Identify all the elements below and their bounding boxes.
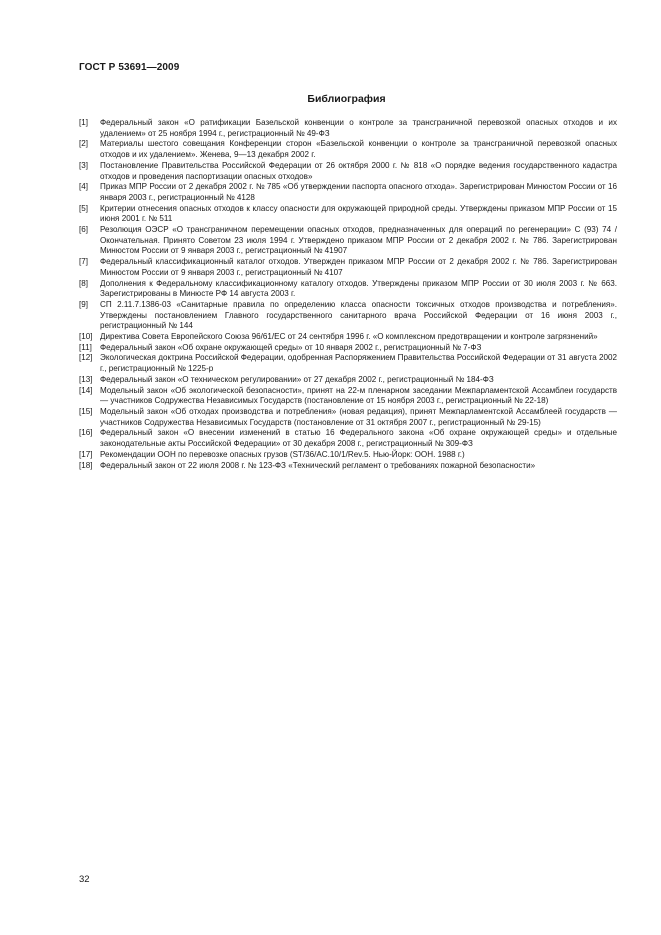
entry-number: [2] [79, 139, 88, 149]
bibliography-entry [79, 279, 617, 300]
entry-number: [12] [79, 353, 93, 363]
entry-text: Материалы шестого совещания Конференции сторон «Базельской конвенции о контроле за трансграничной перевозкой опасных отходов и их удалением». Женева, 9—13 декабря 2002 г. [100, 139, 617, 160]
entry-text: Федеральный закон от 22 июля 2008 г. № 123-ФЗ «Технический регламент о требованиях пожарной безопасности» [100, 460, 536, 470]
entry-text: Критерии отнесения опасных отходов к классу опасности для окружающей природной среды. Утверждены приказом МПР России от 15 июня 2001 г. № 511 [100, 203, 617, 224]
bibliography-entry [79, 450, 617, 461]
bibliography-entry [79, 161, 617, 182]
entry-text: Модельный закон «Об экологической безопасности», принят на 22-м пленарном заседании Межпарламентской Ассамблеи государств — участников Содружества Независимых Государств (постановление от 15 ноября 2003 г., регистрационный № 22-18) [100, 385, 617, 406]
entry-text: Постановление Правительства Российской Федерации от 26 октября 2000 г. № 818 «О порядке ведения государственного кадастра отходов и проведения паспортизации опасных отходов» [100, 160, 617, 181]
entry-number: [14] [79, 385, 93, 395]
bibliography-entry [79, 332, 617, 343]
document-header: ГОСТ Р 53691—2009 [79, 62, 180, 73]
entry-text: Директива Совета Европейского Союза 96/61/EC от 24 сентября 1996 г. «О комплексном предотвращении и контроле загрязнений» [100, 332, 598, 342]
entry-number: [3] [79, 160, 88, 170]
bibliography-list [79, 118, 617, 471]
bibliography-entry [79, 204, 617, 225]
bibliography-entry [79, 182, 617, 203]
entry-text: Дополнения к Федеральному классификационному каталогу отходов. Утверждены приказом МПР России от 30 июля 2003 г. № 663. Зарегистрированы в Минюсте РФ 14 августа 2003 г. [100, 278, 617, 299]
entry-text: Федеральный классификационный каталог отходов. Утвержден приказом МПР России от 2 декабря 2002 г. № 786. Зарегистрирован Минюстом России от 9 января 2003 г., регистрационный № 4107 [100, 257, 617, 277]
entry-number: [6] [79, 225, 88, 235]
entry-number: [7] [79, 257, 88, 267]
bibliography-entry [79, 353, 617, 374]
bibliography-entry [79, 461, 617, 472]
entry-number: [18] [79, 460, 93, 470]
page-number: 32 [79, 874, 90, 885]
bibliography-entry [79, 225, 617, 257]
bibliography-entry [79, 375, 617, 386]
bibliography-entry [79, 386, 617, 407]
bibliography-entry [79, 300, 617, 332]
entry-number: [13] [79, 374, 93, 384]
entry-number: [1] [79, 118, 88, 127]
bibliography-entry [79, 118, 617, 139]
bibliography-entry [79, 139, 617, 160]
entry-number: [11] [79, 342, 92, 352]
entry-number: [9] [79, 299, 88, 309]
entry-text: Модельный закон «Об отходах производства и потребления» (новая редакция), принят Межпарламентской Ассамблеей государств — участников Содружества Независимых Государств (постановление от 31 октября 2007 г., регистрационный № 29-15) [100, 406, 617, 427]
entry-text: Рекомендации ООН по перевозке опасных грузов (ST/36/AC.10/1/Rev.5. Нью-Йорк: ООН. 1988 г.) [100, 449, 465, 459]
entry-number: [10] [79, 332, 93, 342]
entry-number: [16] [79, 428, 93, 438]
entry-number: [17] [79, 449, 93, 459]
entry-text: Приказ МПР России от 2 декабря 2002 г. № 785 «Об утверждении паспорта опасного отхода». Зарегистрирован Минюстом России от 16 января 2003 г., регистрационный № 4128 [100, 182, 617, 202]
entry-text: Федеральный закон «О техническом регулировании» от 27 декабря 2002 г., регистрационный № 184-ФЗ [100, 374, 494, 384]
entry-text: Резолюция ОЭСР «О трансграничном перемещении опасных отходов, предназначенных для операций по регенерации» C (93) 74 / Окончательная. Принято Советом 23 июля 1994 г. Утверждено приказом МПР России от 2 декабря 2002 г. № 786. Зарегистрирован Минюстом России от 9 января 2003 г., регистрационный № 41907 [100, 225, 617, 256]
entry-number: [4] [79, 182, 88, 192]
entry-text: Федеральный закон «О внесении изменений в статью 16 Федерального закона «Об охране окружающей среды» и отдельные законодательные акты Российской Федерации» от 30 декабря 2008 г., регистрационный № 309-ФЗ [100, 428, 617, 449]
entry-number: [15] [79, 406, 93, 416]
bibliography-entry [79, 428, 617, 449]
bibliography-entry [79, 343, 617, 354]
entry-text: СП 2.11.7.1386-03 «Санитарные правила по определению класса опасности токсичных отходов производства и потребления». Утверждены постановлением Главного государственного санитарного врача Российской Федерации от 16 июня 2003 г., регистрационный № 144 [100, 299, 617, 331]
entry-text: Экологическая доктрина Российской Федерации, одобренная Распоряжением Правительства Российской Федерации от 31 августа 2002 г., регистрационный № 1225-р [100, 353, 617, 374]
entry-text: Федеральный закон «О ратификации Базельской конвенции о контроле за трансграничной перевозкой опасных отходов и их удалением» от 25 ноября 1994 г., регистрационный № 49-ФЗ [100, 118, 617, 138]
page-title: Библиография [307, 93, 386, 105]
bibliography-entry [79, 257, 617, 278]
bibliography-entry [79, 407, 617, 428]
entry-number: [5] [79, 203, 88, 213]
entry-text: Федеральный закон «Об охране окружающей среды» от 10 января 2002 г., регистрационный № 7-ФЗ [100, 342, 482, 352]
entry-number: [8] [79, 278, 88, 288]
